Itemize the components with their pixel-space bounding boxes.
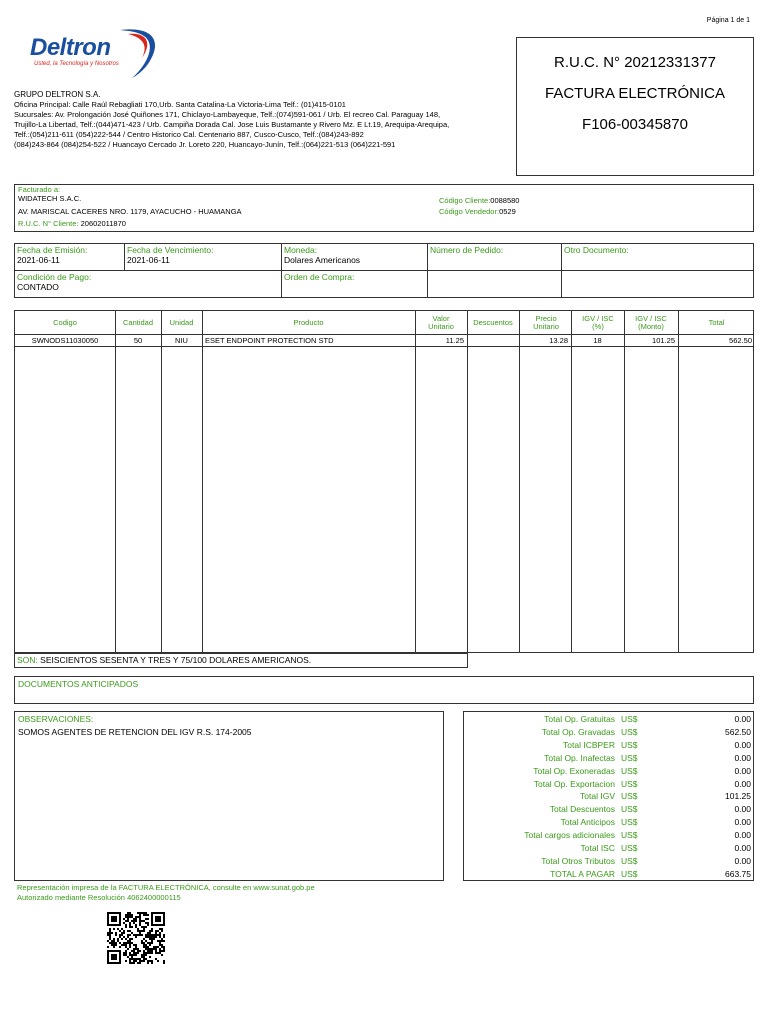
total-currency: US$ (621, 765, 638, 776)
row-codigo: SWNODS11030050 (31, 336, 99, 345)
issue-date-cell (14, 243, 125, 271)
footer-line: Autorizado mediante Resolución 4062400000115 (17, 893, 181, 902)
footer-text (17, 883, 315, 903)
document-type: FACTURA ELECTRÓNICA (544, 85, 726, 102)
client-box (14, 184, 754, 232)
due-date-cell (124, 243, 282, 271)
total-value: 0.00 (734, 817, 751, 828)
total-row (464, 816, 755, 829)
row-igv-monto: 101.25 (652, 336, 675, 345)
deltron-logo (24, 28, 164, 82)
total-value: 663.75 (725, 868, 751, 879)
qr-code (107, 912, 165, 964)
son-label: SON: (17, 655, 38, 665)
totals-box (463, 711, 754, 881)
currency: Dolares Americanos (284, 255, 361, 265)
row-cantidad: 50 (133, 336, 143, 345)
row-unidad: NIU (175, 336, 188, 345)
company-line: Telf.:(054)211-611 (054)222-544 / Centro Historico Cal. Centenario 887, Cusco-Cusco, Telf.:(084)243-892 (14, 130, 364, 139)
document-number: F106-00345870 (582, 116, 688, 133)
total-row (464, 842, 755, 855)
total-label: Total Descuentos (549, 804, 615, 815)
header-unidad: Unidad (169, 318, 194, 327)
total-currency: US$ (621, 843, 638, 853)
client-address: AV. MARISCAL CACERES NRO. 1179, AYACUCHO - HUAMANGA (18, 207, 242, 216)
client-label: Facturado a: (18, 185, 61, 194)
items-table (14, 310, 754, 653)
total-label: Total Op. Gratuitas (544, 714, 615, 724)
company-line: Trujillo-La Libertad, Telf.:(044)471-423 / Urb. Campiña Dorada Cal. Jose Luis Bustamante y Rivero Mz. E Lt.19, Arequipa-Arequipa, (14, 120, 450, 129)
total-row (464, 855, 755, 868)
total-label: Total ISC (580, 843, 615, 853)
total-label: Total Op. Inafectas (544, 752, 615, 763)
company-name: GRUPO DELTRON S.A. (14, 90, 101, 99)
total-value: 0.00 (734, 843, 751, 853)
purchase-order-cell (281, 270, 428, 298)
row-valor-unitario: 11.25 (445, 336, 464, 345)
total-currency: US$ (621, 804, 638, 815)
total-currency: US$ (621, 752, 638, 763)
other-doc-label: Otro Documento: (564, 245, 629, 255)
total-value: 0.00 (734, 778, 751, 789)
total-currency: US$ (621, 739, 638, 750)
client-name: WIDATECH S.A.C. (18, 194, 82, 203)
header-codigo: Codigo (53, 318, 77, 327)
currency-cell (281, 243, 428, 271)
issue-date-label: Fecha de Emisión: (17, 245, 88, 255)
row-igv-pct: 18 (593, 336, 602, 345)
company-line: (084)243-864 (084)254-522 / Huancayo Cercado Jr. Loreto 220, Huancayo-Junín, Telf.:(064)221-513 (064)221-591 (14, 140, 396, 149)
order-label: Número de Pedido: (430, 245, 504, 255)
total-label: Total cargos adicionales (524, 830, 615, 841)
observations-box (14, 711, 444, 881)
total-currency: US$ (621, 868, 638, 879)
header-precio-unitario: Precio Unitario (533, 314, 559, 331)
total-label: Total Op. Exoneradas (533, 765, 615, 776)
advance-documents-box (14, 676, 754, 704)
header-total: Total (708, 318, 725, 327)
client-ruc-label: R.U.C. N° Cliente: (18, 219, 79, 228)
total-row (464, 739, 755, 752)
total-row (464, 713, 755, 726)
total-value: 0.00 (734, 714, 751, 724)
total-row (464, 790, 755, 803)
total-value: 0.00 (734, 752, 751, 763)
total-value: 0.00 (734, 739, 751, 750)
due-date: 2021-06-11 (127, 255, 170, 265)
total-value: 562.50 (725, 726, 751, 737)
purchase-order-label: Orden de Compra: (284, 272, 355, 282)
payment: CONTADO (17, 282, 59, 292)
empty-cell (427, 270, 562, 298)
logo-tagline: Usted, la Tecnología y Nosotros (34, 61, 119, 67)
total-label: Total Anticipos (560, 817, 615, 828)
header-producto: Producto (293, 318, 324, 327)
header-cantidad: Cantidad (122, 318, 154, 327)
total-row (464, 868, 755, 881)
total-row (464, 752, 755, 765)
client-ruc: 20602011870 (80, 219, 126, 228)
advance-documents-label: DOCUMENTOS ANTICIPADOS (18, 679, 139, 689)
total-currency: US$ (621, 855, 638, 866)
other-doc-cell (561, 243, 754, 271)
client-code-label: Código Cliente: (439, 196, 491, 205)
header-igv-monto: IGV / ISC (Monto) (635, 314, 667, 331)
total-value: 101.25 (725, 791, 751, 802)
payment-label: Condición de Pago: (17, 272, 92, 282)
due-date-label: Fecha de Vencimiento: (127, 245, 214, 255)
total-label: Total Op. Gravadas (541, 726, 615, 737)
payment-cell (14, 270, 282, 298)
total-currency: US$ (621, 817, 638, 828)
ruc-box (516, 37, 754, 176)
row-descuentos (467, 335, 516, 347)
amount-in-words (14, 653, 468, 668)
total-currency: US$ (621, 726, 638, 737)
page-number: Página 1 de 1 (706, 17, 750, 24)
company-line: Sucursales: Av. Prolongación José Quiñones 171, Chiclayo-Lambayeque, Telf.:(074)591-061 / Urb. El recreo Cal. Paraguay 148, (14, 110, 441, 119)
empty-cell (561, 270, 754, 298)
seller-code: 0529 (499, 207, 516, 216)
currency-label: Moneda: (284, 245, 318, 255)
total-row (464, 778, 755, 791)
total-currency: US$ (621, 714, 638, 724)
row-total: 562.50 (729, 336, 752, 345)
footer-line: Representación impresa de la FACTURA ELECTRÓNICA, consulte en www.sunat.gob.pe (17, 883, 315, 892)
observations-label: OBSERVACIONES: (18, 714, 94, 724)
total-value: 0.00 (734, 830, 751, 841)
total-currency: US$ (621, 778, 638, 789)
total-row (464, 829, 755, 842)
header-descuentos: Descuentos (473, 318, 513, 327)
client-code: 0088580 (490, 196, 520, 205)
total-row (464, 765, 755, 778)
total-label: Total Otros Tributos (541, 855, 615, 866)
row-precio-unitario: 13.28 (549, 336, 568, 345)
row-producto: ESET ENDPOINT PROTECTION STD (205, 336, 334, 345)
observations-text: SOMOS AGENTES DE RETENCION DEL IGV R.S. 174-2005 (18, 727, 252, 737)
issue-date: 2021-06-11 (17, 255, 60, 265)
total-currency: US$ (621, 830, 638, 841)
total-label: Total IGV (580, 791, 615, 802)
header-valor-unitario: Valor Unitario (428, 314, 454, 331)
logo-wordmark: Deltron (30, 34, 111, 61)
total-value: 0.00 (734, 855, 751, 866)
total-value: 0.00 (734, 804, 751, 815)
company-line: Oficina Principal: Calle Raúl Rebagliati 170,Urb. Santa Catalina-La Victoria-Lima Telf.: (01)415-0101 (14, 100, 346, 109)
total-label: TOTAL A PAGAR (550, 868, 615, 879)
total-value: 0.00 (734, 765, 751, 776)
son-text: SEISCIENTOS SESENTA Y TRES Y 75/100 DOLARES AMERICANOS. (40, 655, 312, 665)
company-info (14, 90, 494, 150)
order-cell (427, 243, 562, 271)
total-label: Total Op. Exportacion (533, 778, 615, 789)
total-label: Total ICBPER (563, 739, 615, 750)
total-row (464, 803, 755, 816)
total-row (464, 726, 755, 739)
total-currency: US$ (621, 791, 638, 802)
seller-code-label: Código Vendedor: (439, 207, 500, 216)
header-igv-pct: IGV / ISC (%) (582, 314, 614, 331)
qr-code-icon (107, 912, 165, 964)
info-grid (14, 243, 754, 298)
ruc-number: R.U.C. N° 20212331377 (554, 54, 716, 71)
